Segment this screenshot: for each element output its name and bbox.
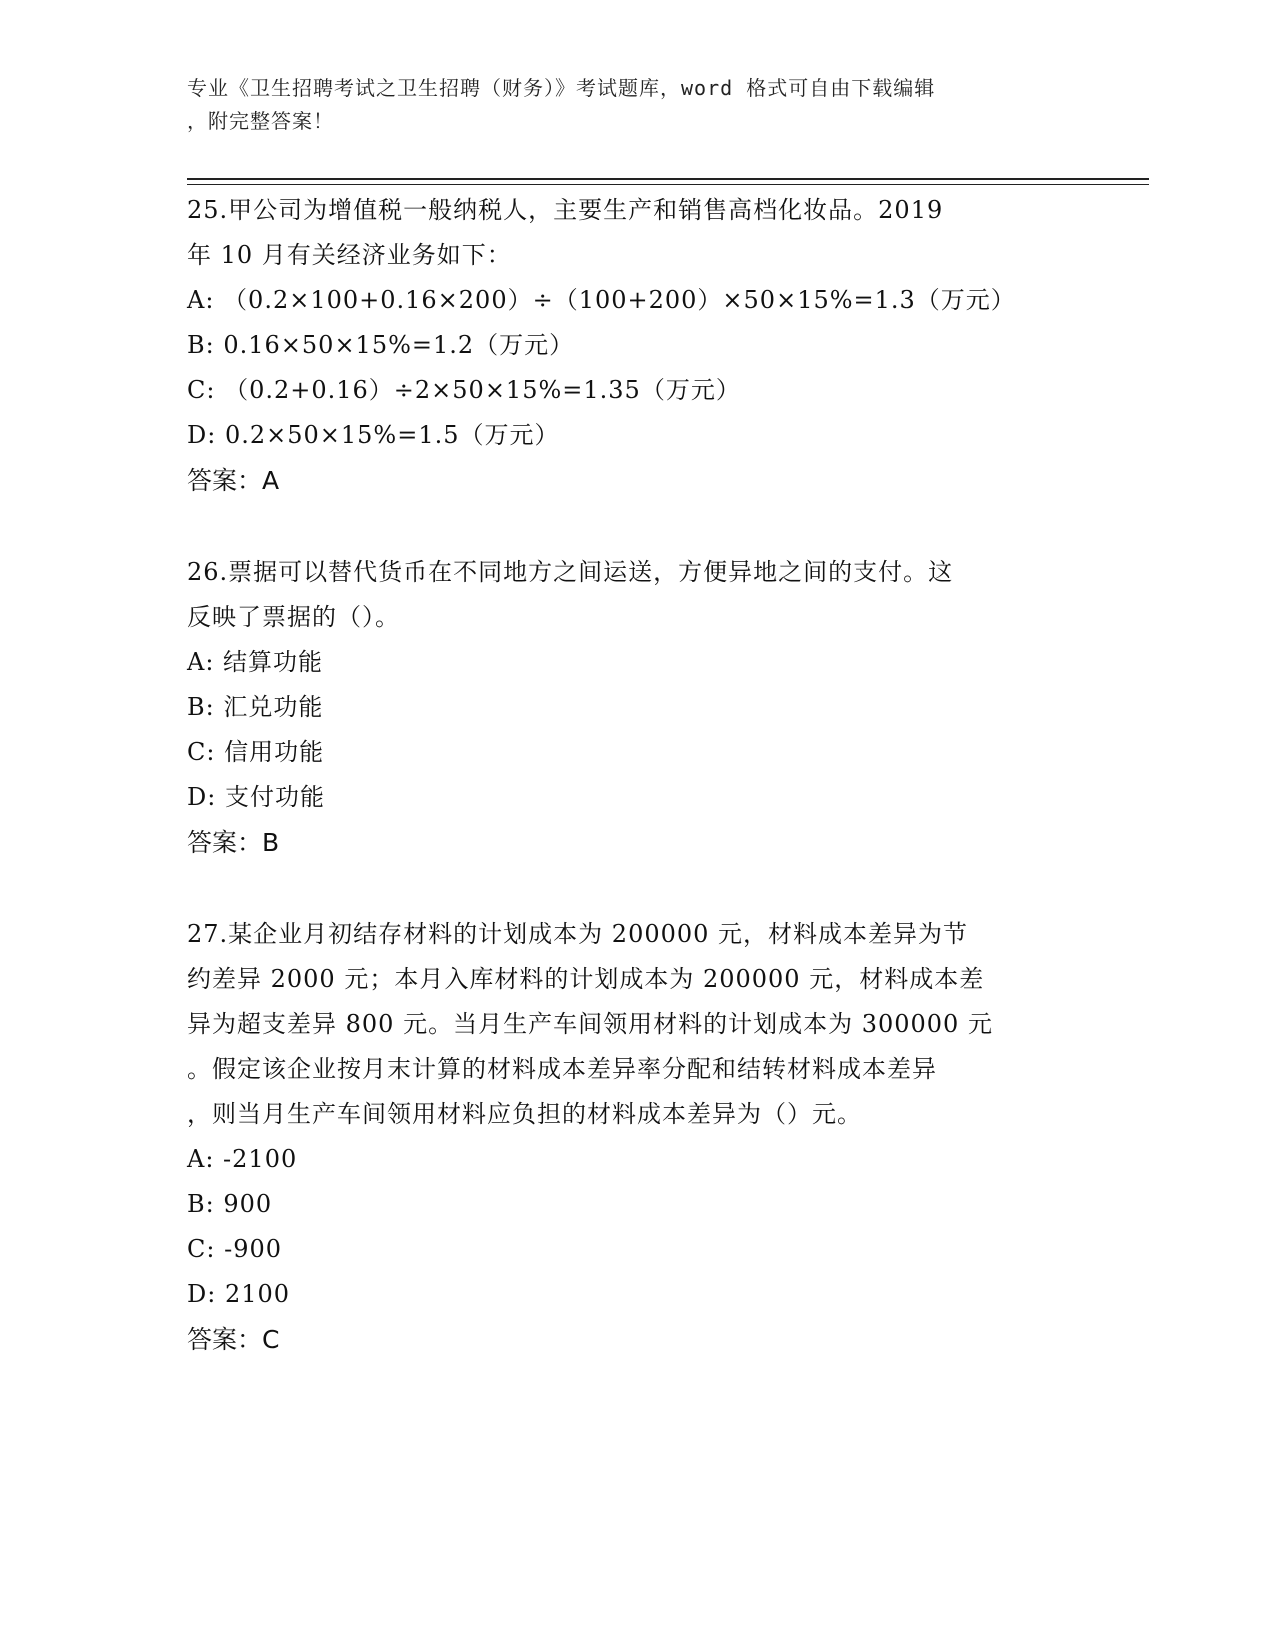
question-25 (187, 188, 1087, 503)
answer-line: 答案：B (187, 828, 280, 857)
option-a: A: 结算功能 (187, 648, 324, 676)
header-line-1: 专业《卫生招聘考试之卫生招聘（财务）》考试题库，word 格式可自由下载编辑 (187, 76, 936, 100)
option-c: C: （0.2+0.16）÷2×50×15%=1.35（万元） (187, 376, 741, 404)
question-stem-line: 年 10 月有关经济业务如下： (187, 241, 512, 269)
question-27 (187, 912, 1087, 1362)
header-divider-thin (187, 184, 1149, 185)
question-stem-line: 25.甲公司为增值税一般纳税人，主要生产和销售高档化妆品。2019 (187, 196, 944, 224)
option-c: C: -900 (187, 1235, 282, 1263)
option-d: D: 0.2×50×15%=1.5（万元） (187, 421, 560, 449)
question-stem-line: 异为超支差异 800 元。当月生产车间领用材料的计划成本为 300000 元 (187, 1010, 993, 1038)
option-c: C: 信用功能 (187, 738, 325, 766)
option-b: B: 900 (187, 1190, 273, 1218)
answer-line: 答案：C (187, 1325, 280, 1354)
option-b: B: 0.16×50×15%=1.2（万元） (187, 331, 575, 359)
question-stem-line: ，则当月生产车间领用材料应负担的材料成本差异为（）元。 (187, 1100, 862, 1128)
question-stem-line: 26.票据可以替代货币在不同地方之间运送，方便异地之间的支付。这 (187, 558, 954, 586)
option-a: A: -2100 (187, 1145, 298, 1173)
question-stem-line: 反映了票据的（）。 (187, 603, 400, 631)
question-stem-line: 27.某企业月初结存材料的计划成本为 200000 元，材料成本差异为节 (187, 920, 969, 948)
question-stem-line: 约差异 2000 元；本月入库材料的计划成本为 200000 元，材料成本差 (187, 965, 985, 993)
question-stem-line: 。假定该企业按月末计算的材料成本差异率分配和结转材料成本差异 (187, 1055, 937, 1083)
header-line-2: ，附完整答案！ (187, 109, 334, 133)
option-b: B: 汇兑功能 (187, 693, 324, 721)
option-d: D: 2100 (187, 1280, 291, 1308)
answer-line: 答案：A (187, 466, 280, 495)
question-26 (187, 550, 1087, 865)
header-divider-thick (187, 178, 1149, 180)
document-header (187, 72, 1087, 138)
option-a: A: （0.2×100+0.16×200）÷（100+200）×50×15%=1.3（万元） (187, 286, 1016, 314)
option-d: D: 支付功能 (187, 783, 325, 811)
